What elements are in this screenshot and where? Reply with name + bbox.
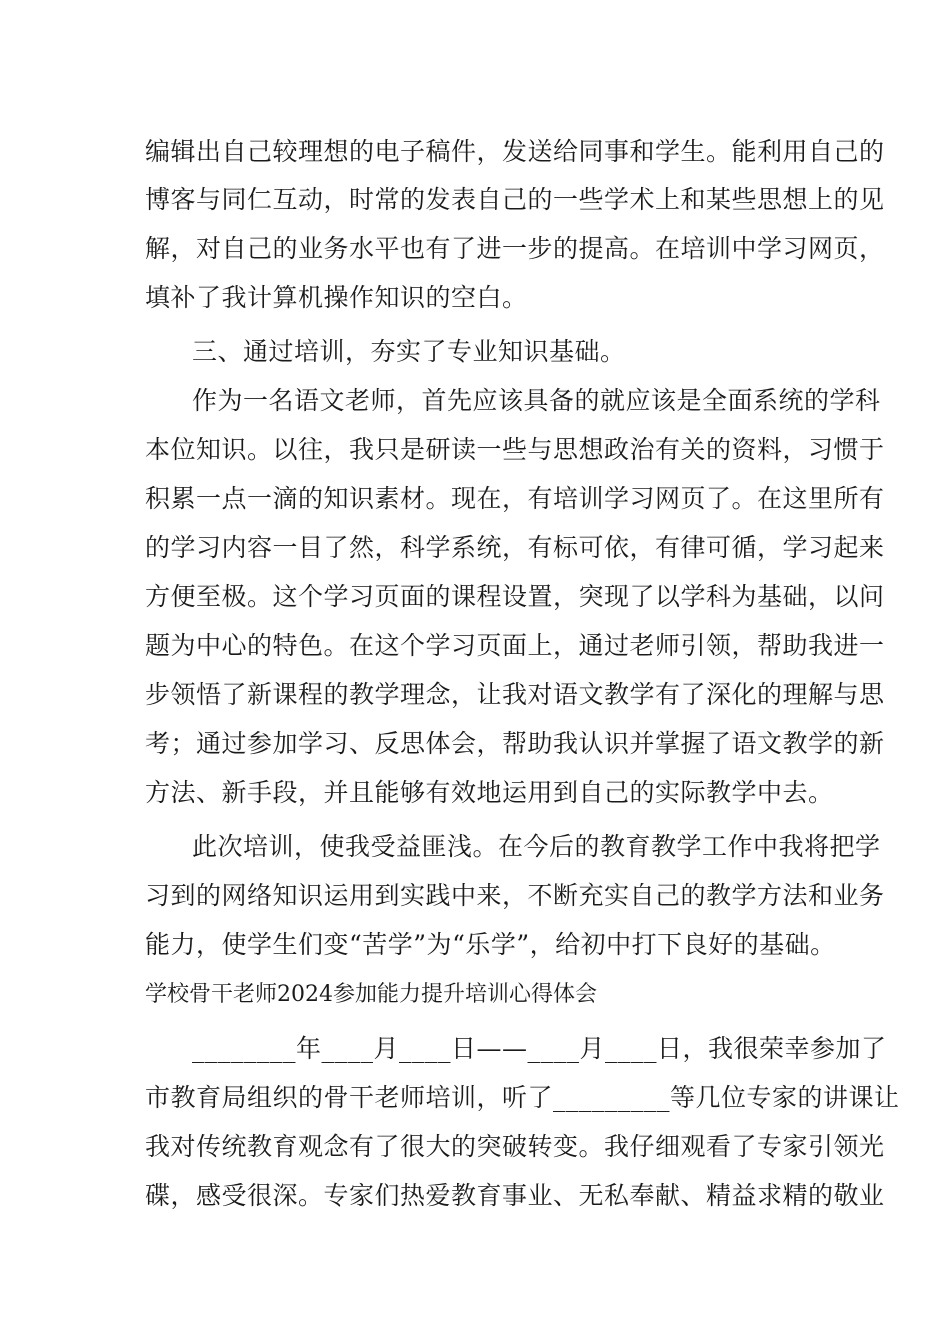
paragraph-line: 市教育局组织的骨干老师培训，听了_________等几位专家的讲课让 [145,1083,900,1112]
paragraph-line: 解，对自己的业务水平也有了进一步的提高。在培训中学习网页， [145,234,885,263]
paragraph-line: 积累一点一滴的知识素材。现在，有培训学习网页了。在这里所有 [145,484,885,513]
paragraph-line: 步领悟了新课程的教学理念，让我对语文教学有了深化的理解与思 [145,680,885,709]
paragraph-line: ________年____月____日——____月____日，我很荣幸参加了 [192,1034,887,1063]
paragraph-line: 编辑出自己较理想的电子稿件，发送给同事和学生。能利用自己的 [145,137,885,166]
paragraph-line: 博客与同仁互动，时常的发表自己的一些学术上和某些思想上的见 [145,185,885,214]
document-title: 学校骨干老师2024参加能力提升培训心得体会 [145,982,597,1007]
section-heading: 三、通过培训，夯实了专业知识基础。 [192,337,626,366]
paragraph-line: 考；通过参加学习、反思体会，帮助我认识并掌握了语文教学的新 [145,729,885,758]
paragraph-line: 此次培训，使我受益匪浅。在今后的教育教学工作中我将把学 [192,832,881,861]
paragraph-line: 碟，感受很深。专家们热爱教育事业、无私奉献、精益求精的敬业 [145,1181,885,1210]
paragraph-line: 方便至极。这个学习页面的课程设置，突现了以学科为基础，以问 [145,582,885,611]
paragraph-line: 我对传统教育观念有了很大的突破转变。我仔细观看了专家引领光 [145,1132,885,1161]
paragraph-line: 题为中心的特色。在这个学习页面上，通过老师引领，帮助我进一 [145,631,885,660]
paragraph-line: 本位知识。以往，我只是研读一些与思想政治有关的资料，习惯于 [145,435,885,464]
paragraph-line: 填补了我计算机操作知识的空白。 [145,283,528,312]
paragraph-line: 方法、新手段，并且能够有效地运用到自己的实际教学中去。 [145,778,834,807]
paragraph-line: 能力，使学生们变“苦学”为“乐学”，给初中打下良好的基础。 [145,930,836,959]
paragraph-line: 习到的网络知识运用到实践中来，不断充实自己的教学方法和业务 [145,881,885,910]
paragraph-line: 的学习内容一目了然，科学系统，有标可依，有律可循，学习起来 [145,533,885,562]
paragraph-line: 作为一名语文老师，首先应该具备的就应该是全面系统的学科 [192,386,881,415]
